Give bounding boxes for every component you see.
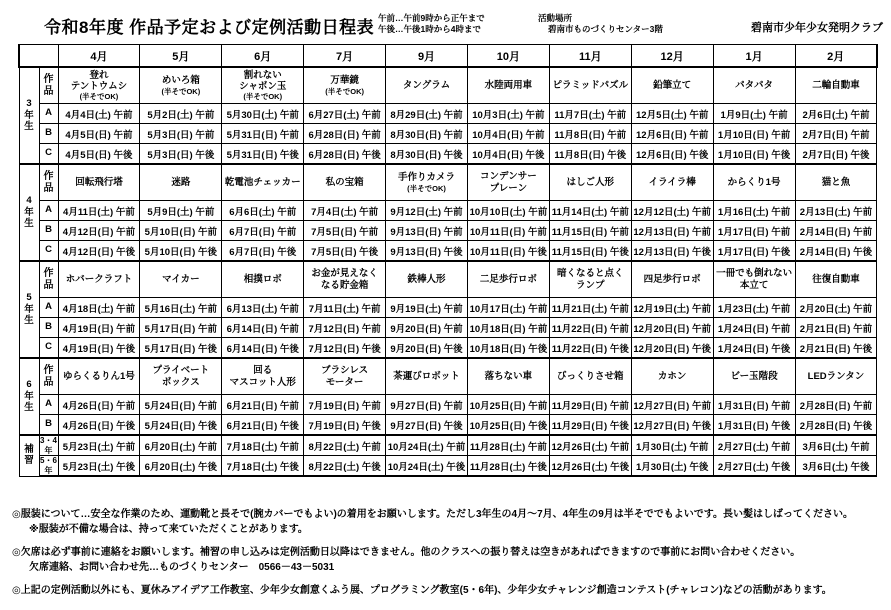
supplementary-date-cell: 1月30日(土) 午前 (631, 435, 713, 456)
month-header-cell: 2月 (795, 45, 877, 68)
date-cell: 1月31日(日) 午後 (713, 415, 795, 436)
product-note: (半そでOK) (325, 86, 364, 96)
product-cell: 回る マスコット人形 (222, 358, 304, 395)
schedule-table-container (18, 44, 874, 477)
month-header-cell: 5月 (140, 45, 222, 68)
product-cell: ビー玉階段 (713, 358, 795, 395)
schedule-row (19, 221, 877, 241)
date-cell: 9月12日(土) 午前 (386, 201, 468, 221)
product-row-label: 作 品 (39, 164, 58, 201)
date-cell: 2月21日(日) 午後 (795, 338, 877, 359)
supplementary-date-cell: 12月26日(土) 午前 (549, 435, 631, 456)
supplementary-date-cell: 8月22日(土) 午後 (304, 456, 386, 477)
schedule-row (19, 415, 877, 436)
schedule-table (18, 44, 878, 477)
grade-label-4: 6 年 生 (19, 358, 39, 435)
month-header-cell: 9月 (386, 45, 468, 68)
date-cell: 9月13日(日) 午後 (386, 241, 468, 262)
footnote-block (12, 508, 882, 537)
document-header (0, 0, 891, 44)
date-cell: 4月12日(日) 午後 (58, 241, 140, 262)
header-corner-row (39, 45, 58, 68)
date-cell: 11月15日(日) 午前 (549, 221, 631, 241)
date-cell: 5月24日(日) 午後 (140, 415, 222, 436)
date-cell: 10月4日(日) 午後 (467, 144, 549, 165)
date-cell: 11月22日(日) 午前 (549, 318, 631, 338)
footnote-line: ◎欠席は必ず事前に連絡をお願いします。補習の申し込みは定例活動日以降はできません。他のクラスへの振り替えは空きがあればできますので事前にお問い合わせください。 (12, 547, 801, 558)
supplementary-date-cell: 5月23日(土) 午後 (58, 456, 140, 477)
date-cell: 10月3日(土) 午前 (467, 104, 549, 124)
date-cell: 5月2日(土) 午前 (140, 104, 222, 124)
date-cell: 10月17日(土) 午前 (467, 298, 549, 318)
product-cell: カホン (631, 358, 713, 395)
date-cell: 6月14日(日) 午後 (222, 338, 304, 359)
supplementary-date-cell: 2月27日(土) 午後 (713, 456, 795, 477)
date-cell: 9月20日(日) 午前 (386, 318, 468, 338)
date-cell: 2月13日(土) 午前 (795, 201, 877, 221)
product-cell: LEDランタン (795, 358, 877, 395)
footnotes-section (12, 508, 882, 608)
date-cell: 1月23日(土) 午前 (713, 298, 795, 318)
date-cell: 12月12日(土) 午前 (631, 201, 713, 221)
date-cell: 5月17日(日) 午前 (140, 318, 222, 338)
date-cell: 8月30日(日) 午前 (386, 124, 468, 144)
date-cell: 12月5日(土) 午前 (631, 104, 713, 124)
page-title: 令和8年度 作品予定および定例活動日程表 (44, 18, 375, 37)
product-cell: めいろ箱 (半そでOK) (140, 67, 222, 104)
product-row-label: 作 品 (39, 261, 58, 298)
product-note: (半そでOK) (79, 92, 119, 102)
date-cell: 5月31日(日) 午後 (222, 144, 304, 165)
date-cell: 2月28日(日) 午前 (795, 395, 877, 415)
date-cell: 12月20日(日) 午前 (631, 318, 713, 338)
time-note-morning: 午前…午前9時から正午まで (378, 13, 485, 23)
supplementary-date-cell: 3月6日(土) 午後 (795, 456, 877, 477)
date-cell: 6月14日(日) 午前 (222, 318, 304, 338)
product-cell: 回転飛行塔 (58, 164, 140, 201)
date-cell: 5月9日(土) 午前 (140, 201, 222, 221)
date-cell: 10月10日(土) 午前 (467, 201, 549, 221)
product-cell: 落ちない車 (467, 358, 549, 395)
date-cell: 9月19日(土) 午前 (386, 298, 468, 318)
product-cell: パタパタ (713, 67, 795, 104)
month-header-cell: 6月 (222, 45, 304, 68)
date-cell: 4月11日(土) 午前 (58, 201, 140, 221)
date-cell: 2月14日(日) 午前 (795, 221, 877, 241)
class-label: A (39, 298, 58, 318)
date-cell: 11月29日(日) 午前 (549, 395, 631, 415)
footnote-subline: 欠席連絡、お問い合わせ先…ものづくりセンター 0566－43－5031 (29, 561, 335, 573)
date-cell: 2月28日(日) 午後 (795, 415, 877, 436)
product-cell: 四足歩行ロボ (631, 261, 713, 298)
date-cell: 5月31日(日) 午前 (222, 124, 304, 144)
date-cell: 10月18日(日) 午前 (467, 318, 549, 338)
product-note: (半そでOK) (161, 86, 201, 96)
date-cell: 6月28日(日) 午後 (304, 144, 386, 165)
date-cell: 7月5日(日) 午前 (304, 221, 386, 241)
product-cell: ホバークラフト (58, 261, 140, 298)
date-cell: 4月12日(日) 午前 (58, 221, 140, 241)
date-cell: 1月10日(日) 午前 (713, 124, 795, 144)
supplementary-date-cell: 3月6日(土) 午前 (795, 435, 877, 456)
date-cell: 7月19日(日) 午前 (304, 395, 386, 415)
date-cell: 8月29日(土) 午前 (386, 104, 468, 124)
date-cell: 5月30日(土) 午前 (222, 104, 304, 124)
supplementary-date-cell: 5月23日(土) 午前 (58, 435, 140, 456)
header-corner-grade (19, 45, 39, 68)
date-cell: 7月5日(日) 午後 (304, 241, 386, 262)
supplementary-date-cell: 7月18日(土) 午後 (222, 456, 304, 477)
product-cell: 茶運びロボット (386, 358, 468, 395)
venue-value: 碧南市ものづくりセンター3階 (548, 24, 663, 35)
product-cell: コンデンサー プレーン (467, 164, 549, 201)
schedule-row (19, 298, 877, 318)
footnote-block (12, 584, 882, 599)
product-cell: 暗くなると点く ランプ (549, 261, 631, 298)
date-cell: 5月24日(日) 午前 (140, 395, 222, 415)
month-header-cell: 7月 (304, 45, 386, 68)
date-cell: 2月6日(土) 午前 (795, 104, 877, 124)
class-label: C (39, 241, 58, 262)
product-cell: 相撲ロボ (222, 261, 304, 298)
date-cell: 11月29日(日) 午後 (549, 415, 631, 436)
date-cell: 4月4日(土) 午前 (58, 104, 140, 124)
product-cell: 鉄棒人形 (386, 261, 468, 298)
class-label: A (39, 201, 58, 221)
class-label: B (39, 124, 58, 144)
date-cell: 9月13日(日) 午前 (386, 221, 468, 241)
product-row (19, 164, 877, 201)
product-cell: タングラム (386, 67, 468, 104)
class-label: B (39, 318, 58, 338)
date-cell: 4月5日(日) 午後 (58, 144, 140, 165)
date-cell: 12月6日(日) 午前 (631, 124, 713, 144)
date-cell: 5月10日(日) 午前 (140, 221, 222, 241)
supplementary-row (19, 456, 877, 477)
supplementary-date-cell: 7月18日(土) 午前 (222, 435, 304, 456)
date-cell: 1月16日(土) 午前 (713, 201, 795, 221)
date-cell: 2月14日(日) 午後 (795, 241, 877, 262)
date-cell: 6月13日(土) 午前 (222, 298, 304, 318)
month-header-cell: 1月 (713, 45, 795, 68)
date-cell: 4月26日(日) 午後 (58, 415, 140, 436)
date-cell: 7月12日(日) 午前 (304, 318, 386, 338)
date-cell: 12月13日(日) 午後 (631, 241, 713, 262)
date-cell: 11月22日(日) 午後 (549, 338, 631, 359)
date-cell: 10月25日(日) 午前 (467, 395, 549, 415)
class-label: A (39, 395, 58, 415)
date-cell: 10月11日(日) 午後 (467, 241, 549, 262)
date-cell: 2月21日(日) 午前 (795, 318, 877, 338)
schedule-row (19, 104, 877, 124)
date-cell: 5月3日(日) 午前 (140, 124, 222, 144)
month-header-cell: 12月 (631, 45, 713, 68)
venue-info (538, 13, 663, 36)
product-cell: 水陸両用車 (467, 67, 549, 104)
schedule-row (19, 201, 877, 221)
date-cell: 1月10日(日) 午後 (713, 144, 795, 165)
date-cell: 11月7日(土) 午前 (549, 104, 631, 124)
date-cell: 6月28日(日) 午前 (304, 124, 386, 144)
product-cell: 登れ テントウムシ (半そでOK) (58, 67, 140, 104)
product-cell: 迷路 (140, 164, 222, 201)
footnote-subline: ※服装が不備な場合は、持って来ていただくことがあります。 (29, 523, 308, 535)
supplementary-date-cell: 6月20日(土) 午前 (140, 435, 222, 456)
date-cell: 5月17日(日) 午後 (140, 338, 222, 359)
date-cell: 2月20日(土) 午前 (795, 298, 877, 318)
date-cell: 6月6日(土) 午前 (222, 201, 304, 221)
date-cell: 11月21日(土) 午前 (549, 298, 631, 318)
date-cell: 12月20日(日) 午後 (631, 338, 713, 359)
supplementary-date-cell: 8月22日(土) 午前 (304, 435, 386, 456)
time-note-afternoon: 午後…午後1時から4時まで (378, 24, 481, 35)
class-label: B (39, 415, 58, 436)
month-header-cell: 10月 (467, 45, 549, 68)
date-cell: 4月19日(日) 午前 (58, 318, 140, 338)
supplementary-date-cell: 12月26日(土) 午後 (549, 456, 631, 477)
schedule-row (19, 338, 877, 359)
product-cell: マイカー (140, 261, 222, 298)
product-cell: 乾電池チェッカー (222, 164, 304, 201)
supplementary-date-cell: 1月30日(土) 午後 (631, 456, 713, 477)
product-cell: からくり1号 (713, 164, 795, 201)
date-cell: 6月21日(日) 午前 (222, 395, 304, 415)
product-cell: ピラミッドパズル (549, 67, 631, 104)
date-cell: 12月6日(日) 午後 (631, 144, 713, 165)
footnote-line: ◎上記の定例活動以外にも、夏休みアイデア工作教室、少年少女創意くふう展、プログラミング教室(5・6年)、少年少女チャレンジ創造コンテスト(チャレコン)などの活動があります。 (12, 585, 832, 596)
product-cell: ブラシレス モーター (304, 358, 386, 395)
date-cell: 1月24日(日) 午前 (713, 318, 795, 338)
date-cell: 10月25日(日) 午後 (467, 415, 549, 436)
date-cell: 9月20日(日) 午後 (386, 338, 468, 359)
supplementary-class-label: 5・6 年 (40, 456, 57, 475)
product-note: (半そでOK) (407, 183, 446, 193)
product-cell: 猫と魚 (795, 164, 877, 201)
product-cell: 万華鏡 (半そでOK) (304, 67, 386, 104)
product-row (19, 358, 877, 395)
date-cell: 5月10日(日) 午後 (140, 241, 222, 262)
date-cell: 7月12日(日) 午後 (304, 338, 386, 359)
date-cell: 12月19日(土) 午前 (631, 298, 713, 318)
supplementary-date-cell: 2月27日(土) 午前 (713, 435, 795, 456)
product-cell: 手作りカメラ (半そでOK) (386, 164, 468, 201)
date-cell: 6月7日(日) 午後 (222, 241, 304, 262)
schedule-row (19, 144, 877, 165)
product-cell: 二輪自動車 (795, 67, 877, 104)
schedule-row (19, 124, 877, 144)
product-cell: プライベート ボックス (140, 358, 222, 395)
month-header-cell: 4月 (58, 45, 140, 68)
product-cell: 割れない シャボン玉 (半そでOK) (222, 67, 304, 104)
date-cell: 9月27日(日) 午後 (386, 415, 468, 436)
date-cell: 6月21日(日) 午後 (222, 415, 304, 436)
date-cell: 8月30日(日) 午後 (386, 144, 468, 165)
product-cell: 往復自動車 (795, 261, 877, 298)
venue-label: 活動場所 (538, 13, 573, 23)
date-cell: 10月4日(日) 午前 (467, 124, 549, 144)
product-row (19, 67, 877, 104)
date-cell: 6月7日(日) 午前 (222, 221, 304, 241)
supplementary-grade-label: 補 習 (19, 435, 39, 476)
date-cell: 4月26日(日) 午前 (58, 395, 140, 415)
date-cell: 1月17日(日) 午後 (713, 241, 795, 262)
date-cell: 10月11日(日) 午前 (467, 221, 549, 241)
month-header-cell: 11月 (549, 45, 631, 68)
product-cell: 一冊でも倒れない 本立て (713, 261, 795, 298)
date-cell: 12月13日(日) 午前 (631, 221, 713, 241)
month-header-row (19, 45, 877, 68)
date-cell: 6月27日(土) 午前 (304, 104, 386, 124)
date-cell: 2月7日(日) 午前 (795, 124, 877, 144)
club-name: 碧南市少年少女発明クラブ (751, 22, 883, 34)
supplementary-date-cell: 10月24日(土) 午後 (386, 456, 468, 477)
class-label: C (39, 338, 58, 359)
date-cell: 4月18日(土) 午前 (58, 298, 140, 318)
product-cell: ゆらくるりん1号 (58, 358, 140, 395)
product-row-label: 作 品 (39, 67, 58, 104)
supplementary-class-label: 3・4 年 (40, 436, 57, 455)
date-cell: 4月19日(日) 午後 (58, 338, 140, 359)
footnote-line: ◎服装について…安全な作業のため、運動靴と長そで(腕カバーでもよい)の着用をお願いします。ただし3年生の4月～7月、4年生の9月は半そででもよいです。長い髪はしばってください。 (12, 509, 853, 520)
date-cell: 12月27日(日) 午後 (631, 415, 713, 436)
supplementary-date-cell: 11月28日(土) 午前 (467, 435, 549, 456)
date-cell: 1月17日(日) 午前 (713, 221, 795, 241)
schedule-row (19, 318, 877, 338)
date-cell: 2月7日(日) 午後 (795, 144, 877, 165)
date-cell: 1月24日(日) 午後 (713, 338, 795, 359)
schedule-row (19, 241, 877, 262)
product-cell: 私の宝箱 (304, 164, 386, 201)
supplementary-date-cell: 11月28日(土) 午後 (467, 456, 549, 477)
schedule-row (19, 395, 877, 415)
date-cell: 7月11日(土) 午前 (304, 298, 386, 318)
product-row (19, 261, 877, 298)
product-note: (半そでOK) (243, 92, 283, 102)
class-label: B (39, 221, 58, 241)
date-cell: 9月27日(日) 午前 (386, 395, 468, 415)
date-cell: 5月3日(日) 午後 (140, 144, 222, 165)
product-cell: お金が見えなく なる貯金箱 (304, 261, 386, 298)
date-cell: 10月18日(日) 午後 (467, 338, 549, 359)
date-cell: 11月14日(土) 午前 (549, 201, 631, 221)
supplementary-row (19, 435, 877, 456)
supplementary-date-cell: 10月24日(土) 午前 (386, 435, 468, 456)
class-label: A (39, 104, 58, 124)
date-cell: 7月4日(土) 午前 (304, 201, 386, 221)
product-row-label: 作 品 (39, 358, 58, 395)
grade-label-2: 4 年 生 (19, 164, 39, 261)
class-label: C (39, 144, 58, 165)
footnote-block (12, 546, 882, 575)
supplementary-date-cell: 6月20日(土) 午後 (140, 456, 222, 477)
date-cell: 11月15日(日) 午後 (549, 241, 631, 262)
date-cell: 1月9日(土) 午前 (713, 104, 795, 124)
product-cell: はしご人形 (549, 164, 631, 201)
date-cell: 4月5日(日) 午前 (58, 124, 140, 144)
product-cell: イライラ棒 (631, 164, 713, 201)
time-note (378, 13, 485, 36)
date-cell: 11月8日(日) 午前 (549, 124, 631, 144)
date-cell: 12月27日(日) 午前 (631, 395, 713, 415)
product-cell: 二足歩行ロボ (467, 261, 549, 298)
date-cell: 11月8日(日) 午後 (549, 144, 631, 165)
date-cell: 1月31日(日) 午前 (713, 395, 795, 415)
date-cell: 5月16日(土) 午前 (140, 298, 222, 318)
grade-label-3: 5 年 生 (19, 261, 39, 358)
product-cell: 鉛筆立て (631, 67, 713, 104)
product-cell: びっくりさせ箱 (549, 358, 631, 395)
date-cell: 7月19日(日) 午後 (304, 415, 386, 436)
grade-label-1: 3 年 生 (19, 67, 39, 164)
